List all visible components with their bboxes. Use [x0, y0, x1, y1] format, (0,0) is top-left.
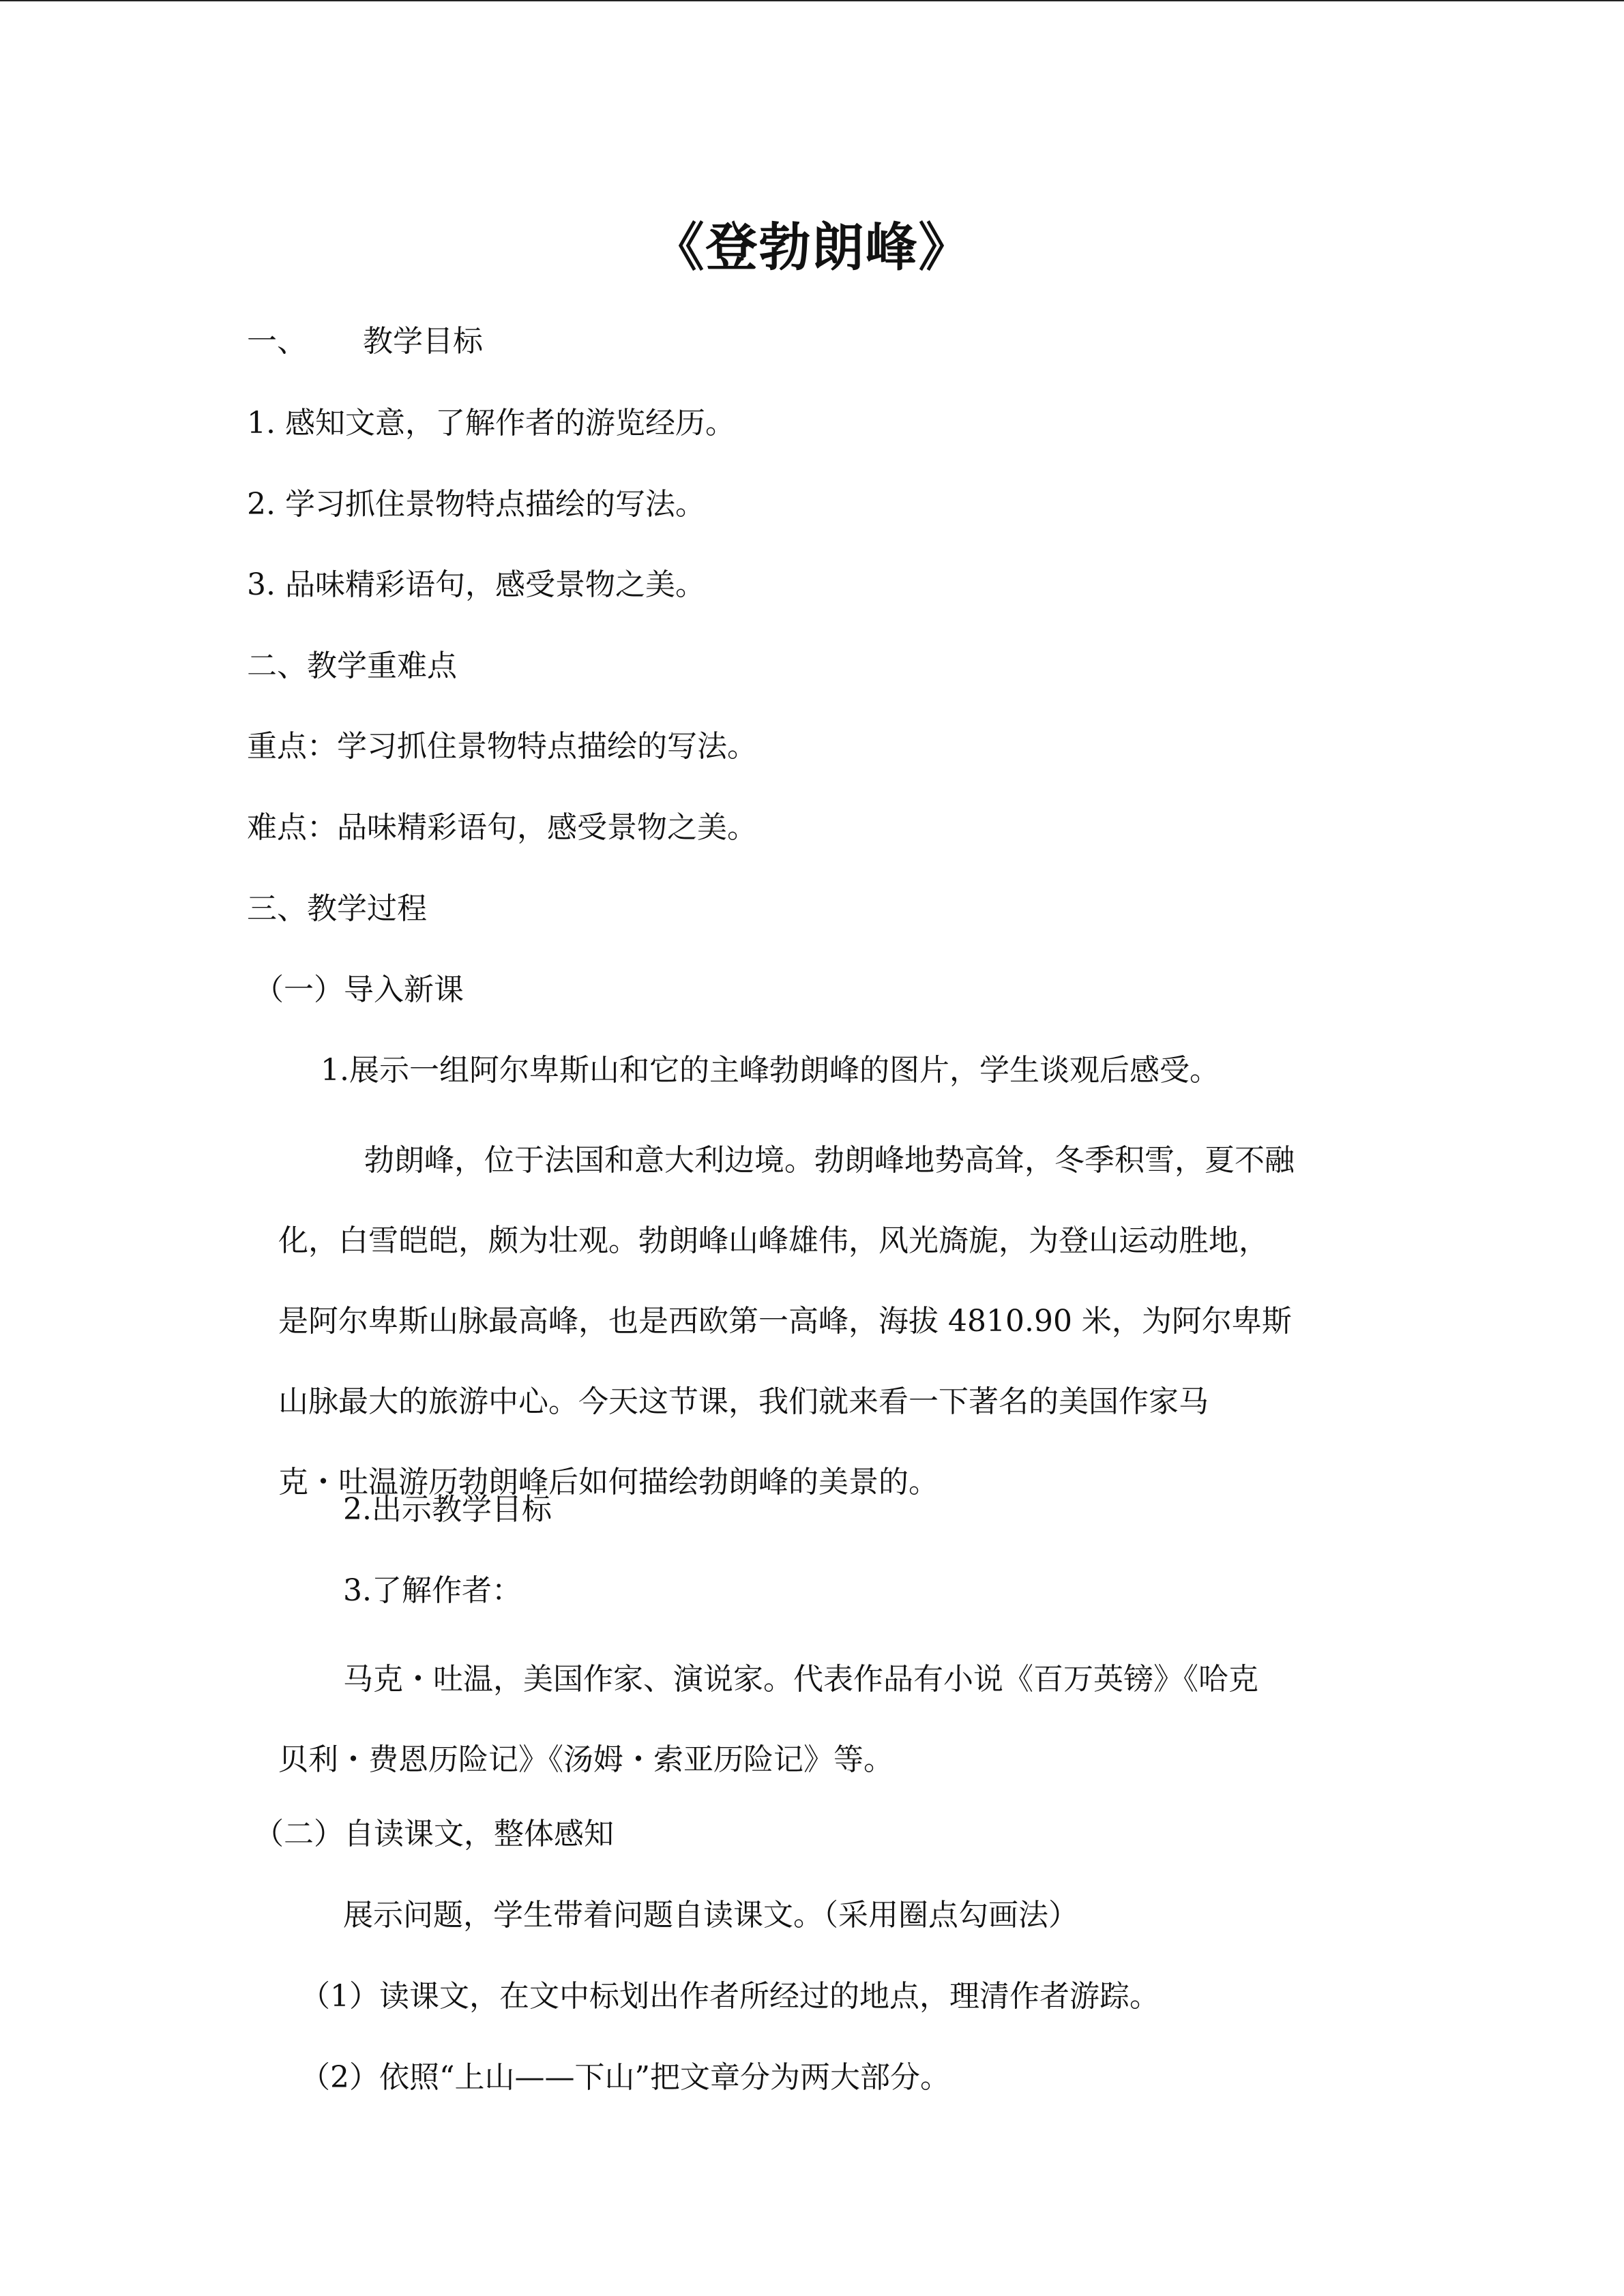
paragraph-line: 勃朗峰，位于法国和意大利边境。勃朗峰地势高耸，冬季积雪，夏不融 [364, 1143, 1295, 1178]
paragraph-line: 贝利・费恩历险记》《汤姆・索亚历险记》等。 [278, 1742, 894, 1777]
reading-question-2: （2）依照“上山——下山”把文章分为两大部分。 [300, 2060, 950, 2095]
intro-paragraph [278, 1140, 1295, 1503]
section-number: 一、 [247, 324, 307, 359]
goal-item-3: 3. 品味精彩语句，感受景物之美。 [247, 567, 705, 602]
section-heading-key-points: 二、教学重难点 [247, 648, 457, 683]
section-heading-goals [247, 321, 483, 362]
document-title: 《登勃朗峰》 [652, 217, 972, 278]
section-heading-process: 三、教学过程 [247, 891, 427, 926]
reading-intro: 展示问题，学生带着问题自读课文。（采用圈点勾画法） [343, 1898, 1078, 1933]
paragraph-line: 马克・吐温，美国作家、演说家。代表作品有小说《百万英镑》《哈克 [343, 1662, 1258, 1697]
paragraph-line: 化，白雪皑皑，颇为壮观。勃朗峰山峰雄伟，风光旖旎，为登山运动胜地， [278, 1223, 1269, 1258]
goal-item-1: 1. 感知文意，了解作者的游览经历。 [247, 406, 735, 441]
paragraph-line: 是阿尔卑斯山脉最高峰，也是西欧第一高峰，海拔 4810.90 米，为阿尔卑斯 [278, 1304, 1292, 1339]
key-point-focus: 重点：学习抓住景物特点描绘的写法。 [247, 729, 757, 764]
intro-step-1: 1.展示一组阿尔卑斯山和它的主峰勃朗峰的图片，学生谈观后感受。 [321, 1053, 1220, 1088]
intro-step-2: 2.出示教学目标 [343, 1492, 552, 1527]
author-paragraph [278, 1659, 1258, 1780]
paragraph-line: 山脉最大的旅游中心。今天这节课，我们就来看一下著名的美国作家马 [278, 1384, 1209, 1419]
section-heading-text: 教学目标 [363, 324, 483, 359]
key-point-difficulty: 难点：品味精彩语句，感受景物之美。 [247, 810, 757, 845]
subsection-heading-reading: （二）自读课文，整体感知 [254, 1817, 614, 1851]
paragraph-line: 克・吐温游历勃朗峰后如何描绘勃朗峰的美景的。 [278, 1465, 939, 1500]
subsection-heading-intro: （一）导入新课 [254, 972, 464, 1007]
reading-question-1: （1）读课文，在文中标划出作者所经过的地点，理清作者游踪。 [300, 1979, 1160, 2014]
intro-step-3: 3.了解作者： [343, 1573, 522, 1608]
goal-item-2: 2. 学习抓住景物特点描绘的写法。 [247, 487, 705, 522]
